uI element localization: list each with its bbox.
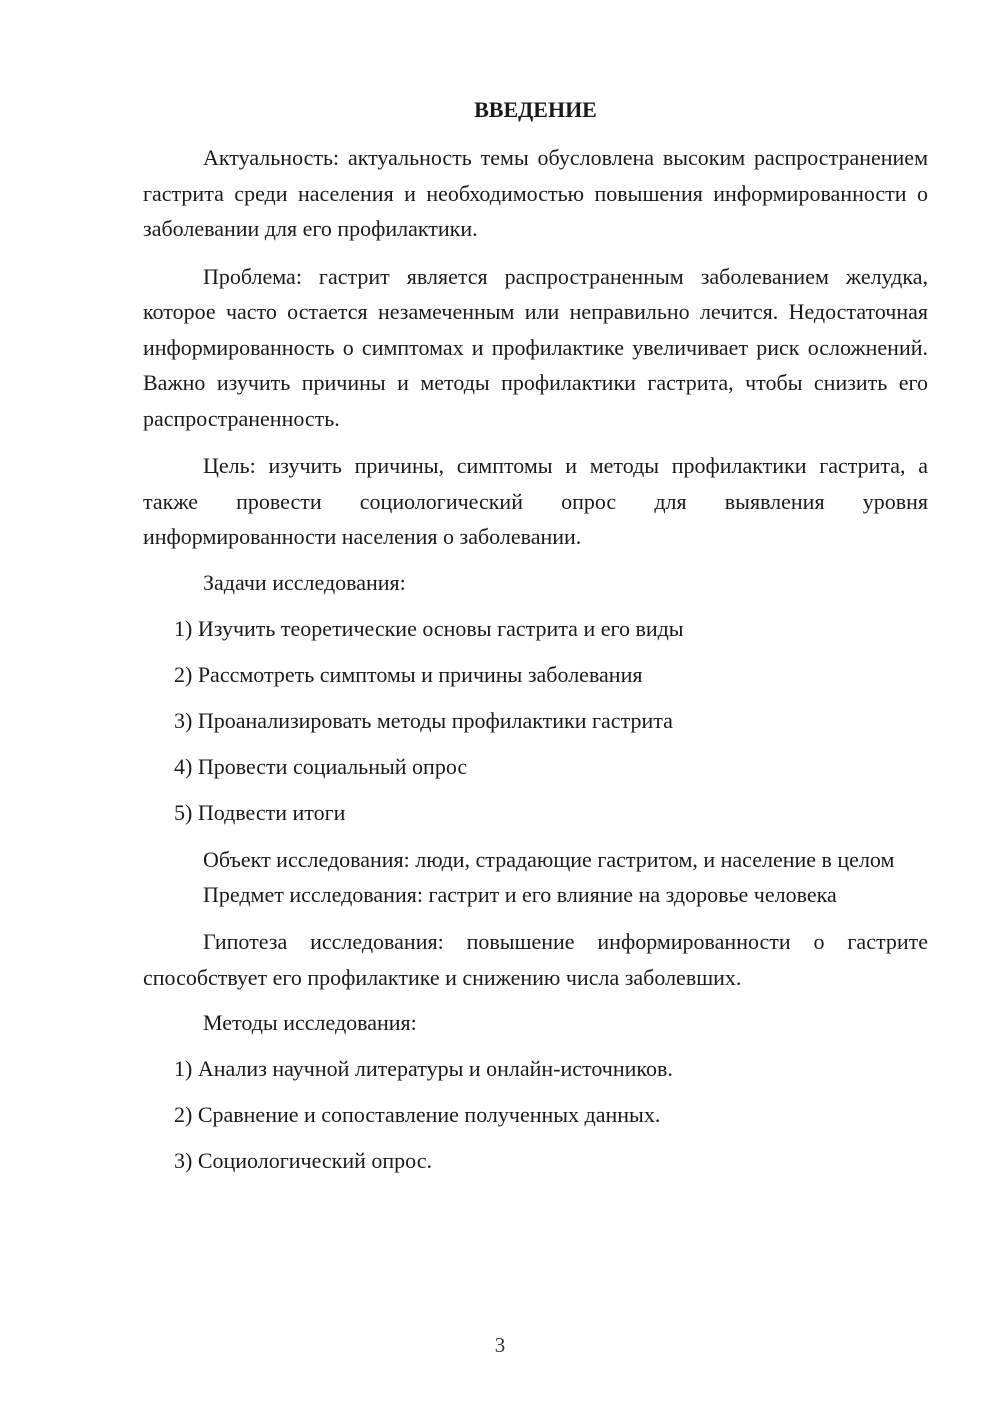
list-item: 4) Провести социальный опрос [174, 753, 468, 779]
document-title: ВВЕДЕНИЕ [474, 97, 597, 122]
document-page [143, 92, 928, 1178]
list-item: 2) Рассмотреть симптомы и причины заболевания [174, 661, 643, 687]
list-item: 3) Проанализировать методы профилактики гастрита [174, 707, 673, 733]
list-item: 3) Социологический опрос. [174, 1148, 432, 1173]
methods-label: Методы исследования: [203, 1010, 417, 1035]
tasks-list [143, 611, 928, 830]
object-paragraph: Объект исследования: люди, страдающие гастритом, и население в целом [203, 846, 895, 872]
page-number: 3 [494, 1333, 506, 1357]
list-item: 1) Анализ научной литературы и онлайн-источников. [174, 1056, 673, 1081]
subject-paragraph: Предмет исследования: гастрит и его влияние на здоровье человека [203, 882, 837, 907]
list-item: 5) Подвести итоги [174, 799, 346, 825]
problem-paragraph: Проблема: гастрит является распространенным заболеванием желудка, которое часто остается незамеченным или неправильно лечится. Недостаточная информированность о симптомах и профилактике увеличивает риск осложнений. Важно изучить причины и методы профилактики гастрита, чтобы снизить его распространенность. [143, 263, 928, 431]
tasks-label: Задачи исследования: [203, 569, 406, 595]
relevance-paragraph: Актуальность: актуальность темы обусловлена высоким распространением гастрита среди населения и необходимостью повышения информированности о заболевании для его профилактики. [143, 145, 928, 241]
methods-list [143, 1051, 928, 1178]
list-item: 1) Изучить теоретические основы гастрита и его виды [174, 615, 684, 641]
list-item: 2) Сравнение и сопоставление полученных данных. [174, 1102, 661, 1127]
goal-paragraph: Цель: изучить причины, симптомы и методы профилактики гастрита, а также провести социологический опрос для выявления уровня информированности населения о заболевании. [143, 453, 928, 549]
hypothesis-paragraph: Гипотеза исследования: повышение информированности о гастрите способствует его профилактике и снижению числа заболевших. [143, 929, 928, 990]
